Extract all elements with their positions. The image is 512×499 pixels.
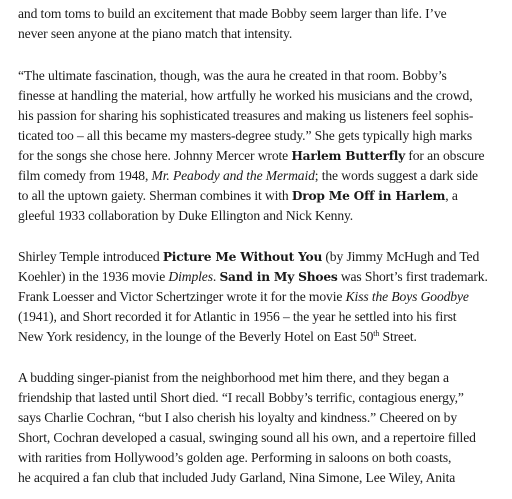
text-run: Street. [379, 329, 417, 344]
movie-title-italic: Mr. Peabody and the Mermaid [151, 168, 315, 183]
text-line [18, 25, 292, 42]
text-run: his passion for sharing his sophisticated treasures and making us listeners feel sophis- [18, 108, 474, 123]
movie-title-italic: Kiss the Boys Goodbye [345, 289, 469, 304]
text-run: gleeful 1933 collaboration by Duke Ellington and Nick Kenny. [18, 208, 354, 223]
text-run: was Short’s first trademark. [337, 269, 488, 284]
text-run: New York residency, in the lounge of the Beverly Hotel on East 50 [18, 329, 374, 344]
text-run: and tom toms to build an excitement that made Bobby seem larger than life. I’ve [18, 6, 447, 21]
text-line [18, 469, 455, 486]
text-run: to all the uptown gaiety. Sherman combines it with [18, 188, 292, 203]
text-run: Short, Cochran developed a casual, swinging sound all his own, and a repertoire filled [18, 430, 476, 445]
text-run: “The ultimate fascination, though, was the aura he created in that room. Bobby’s [18, 68, 447, 83]
movie-title-italic: Dimples [168, 269, 213, 284]
song-title-bold: Picture Me Without You [162, 250, 323, 264]
text-line [18, 5, 447, 22]
text-line [18, 87, 473, 104]
text-run: Frank Loesser and Victor Schertzinger wrote it for the movie [18, 289, 346, 304]
text-line [18, 288, 469, 305]
text-run: with rarities from Hollywood’s golden age. Performing in saloons on both coasts, [18, 450, 452, 465]
text-run: film comedy from 1948, [18, 168, 152, 183]
text-run: for the songs she chose here. Johnny Mercer wrote [18, 148, 292, 163]
text-run: , a [445, 188, 458, 203]
text-line [18, 409, 457, 426]
text-run: (by Jimmy McHugh and Ted [322, 249, 480, 264]
text-run: never seen anyone at the piano match that intensity. [18, 26, 293, 41]
text-line [18, 389, 464, 406]
text-line [18, 429, 476, 446]
text-line [18, 107, 473, 124]
text-line [18, 207, 353, 224]
text-run: for an obscure [405, 148, 485, 163]
song-title-bold: Drop Me Off in Harlem [291, 189, 446, 203]
text-run: friendship that lasted until Short died. “I recall Bobby’s terrific, contagious energy,” [18, 390, 464, 405]
song-title-bold: Harlem Butterfly [291, 149, 406, 163]
text-line [18, 67, 447, 84]
text-line [18, 268, 488, 286]
text-run: . [212, 269, 220, 284]
text-run: A budding singer-pianist from the neighborhood met him there, and they began a [18, 370, 449, 385]
text-line [18, 187, 458, 205]
text-run: he acquired a fan club that included Judy Garland, Nina Simone, Lee Wiley, Anita [18, 470, 456, 485]
text-run: ticated too – all this became my masters-degree study.” She gets typically high marks [18, 128, 472, 143]
text-line [18, 369, 449, 386]
text-line [18, 167, 478, 184]
text-run: (1941), and Short recorded it for Atlantic in 1956 – the year he settled into his first [18, 309, 457, 324]
text-line [18, 328, 417, 345]
text-line [18, 147, 484, 165]
text-run: finesse at handling the material, how artfully he worked his musicians and the crowd, [18, 88, 473, 103]
text-run: Koehler) in the 1936 movie [18, 269, 169, 284]
text-line [18, 248, 479, 266]
text-line [18, 449, 451, 466]
text-run: says Charlie Cochran, “but I also cherish his loyalty and kindness.” Cheered on by [18, 410, 458, 425]
text-run: ; the words suggest a dark side [314, 168, 478, 183]
ordinal-suffix: th [373, 329, 380, 338]
song-title-bold: Sand in My Shoes [219, 270, 338, 284]
text-line [18, 127, 472, 144]
text-line [18, 308, 456, 325]
text-run: Shirley Temple introduced [18, 249, 163, 264]
